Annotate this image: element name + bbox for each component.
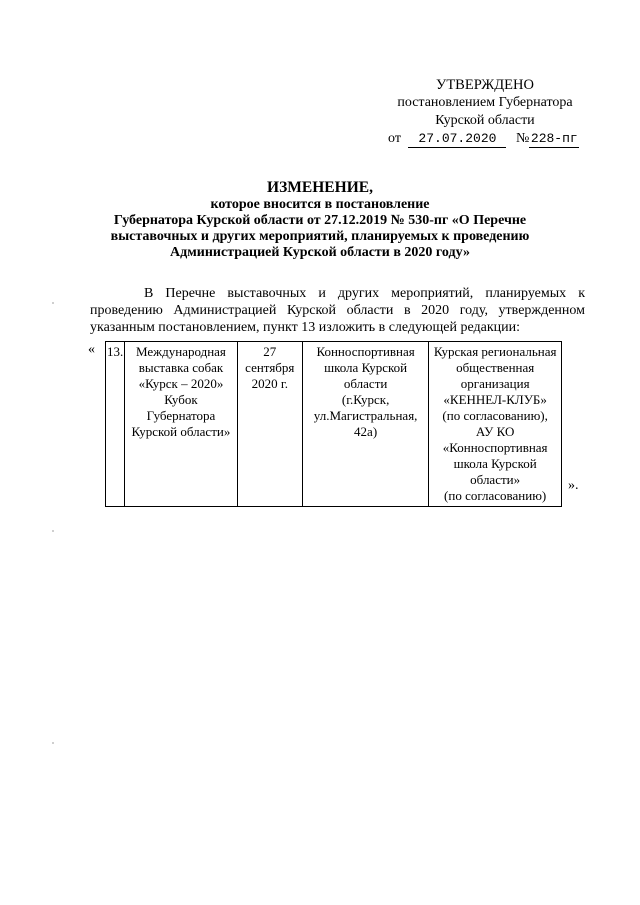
organizer-line: области»: [470, 472, 521, 487]
date-line: сентября: [245, 360, 295, 375]
organizer-line: общественная: [456, 360, 535, 375]
event-line: Курской области»: [131, 424, 231, 439]
cell-date: [237, 342, 302, 507]
place-line: ул.Магистральная,: [313, 408, 418, 423]
heading-line-3: выставочных и других мероприятий, планируемых к проведению: [110, 229, 530, 244]
date-prefix: от: [388, 131, 401, 146]
approval-line-2: Курской области: [435, 113, 535, 128]
document-heading: [90, 180, 550, 261]
scan-speck: [52, 530, 54, 532]
place-line: области: [343, 376, 388, 391]
cell-event: [125, 342, 237, 507]
approval-line-1: постановлением Губернатора: [397, 95, 573, 110]
approval-number: 228-пг: [530, 131, 578, 146]
approval-date-line: [380, 130, 590, 148]
scan-speck: [52, 302, 54, 304]
cell-number-text: 13.: [107, 344, 124, 359]
date-line: 2020 г.: [251, 376, 288, 391]
place-line: 42а): [354, 424, 378, 439]
heading-main: ИЗМЕНЕНИЕ,: [267, 179, 373, 196]
event-line: Губернатора: [146, 408, 216, 423]
event-line: выставка собак: [138, 360, 224, 375]
organizer-line: «Конноспортивная: [442, 440, 548, 455]
organizer-line: организация: [460, 376, 530, 391]
organizer-line: (по согласованию),: [442, 408, 548, 423]
number-prefix: №: [515, 131, 530, 146]
date-line: 27: [263, 344, 277, 359]
cell-number: [106, 342, 125, 507]
organizer-line: АУ КО: [475, 424, 515, 439]
organizer-line: (по согласованию): [444, 488, 547, 503]
quote-open: «: [88, 342, 95, 357]
place-line: (г.Курск,: [341, 392, 390, 407]
quote-close: ».: [568, 478, 579, 493]
place-line: школа Курской: [324, 360, 408, 375]
organizer-line: «КЕННЕЛ-КЛУБ»: [443, 392, 547, 407]
cell-organizer: [429, 342, 562, 507]
event-line: Кубок: [164, 392, 198, 407]
heading-line-2: Губернатора Курской области от 27.12.2019 № 530-пг «О Перечне: [113, 213, 527, 228]
approval-title: УТВЕРЖДЕНО: [436, 77, 534, 93]
approval-block: [380, 76, 590, 148]
heading-line-1: которое вносится в постановление: [210, 197, 430, 212]
event-line: «Курск – 2020»: [138, 376, 224, 391]
intro-paragraph: В Перечне выставочных и других мероприятий, планируемых к проведению Администрацией Курской области в 2020 году, утвержденном указанным постановлением, пункт 13 изложить в следующей редакции:: [90, 286, 585, 335]
place-line: Конноспортивная: [316, 344, 415, 359]
event-line: Международная: [135, 344, 226, 359]
amendment-table: [105, 341, 562, 507]
organizer-line: Курская региональная: [433, 344, 557, 359]
heading-line-4: Администрацией Курской области в 2020 году»: [170, 245, 470, 260]
table-row: [106, 342, 562, 507]
cell-place: [302, 342, 428, 507]
scan-speck: [52, 742, 54, 744]
organizer-line: школа Курской: [453, 456, 537, 471]
approval-date: 27.07.2020: [408, 131, 506, 148]
